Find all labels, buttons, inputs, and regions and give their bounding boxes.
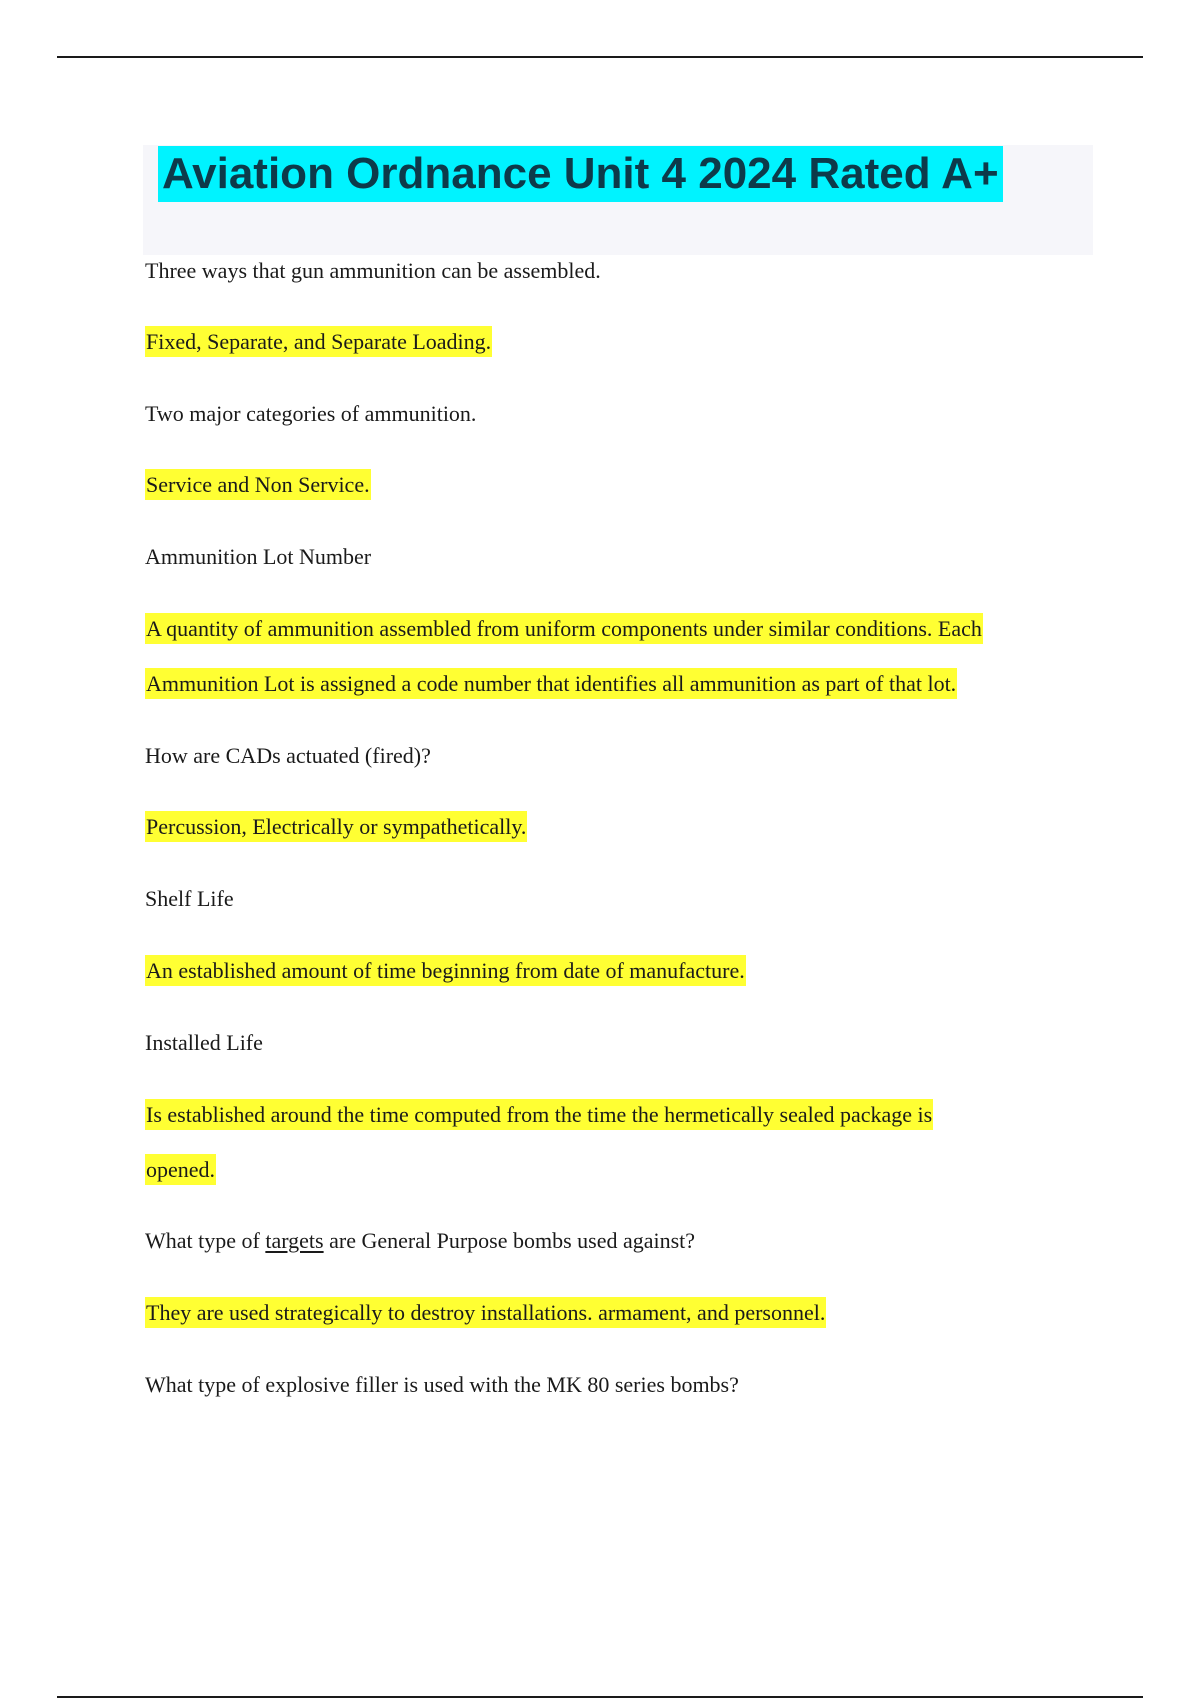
question-6 xyxy=(145,1025,1085,1061)
answer-1-line-1: Fixed, Separate, and Separate Loading. xyxy=(145,326,492,357)
answer-2 xyxy=(145,467,1085,503)
question-7 xyxy=(145,1223,1085,1259)
question-1-text: Three ways that gun ammunition can be assembled. xyxy=(145,258,601,283)
question-7-part-3: are General Purpose bombs used against? xyxy=(323,1228,696,1253)
answer-6-line-2-row xyxy=(145,1152,1085,1188)
answer-4 xyxy=(145,809,1085,845)
answer-5 xyxy=(145,953,1085,989)
question-7-part-1: What type of xyxy=(145,1228,266,1253)
question-3 xyxy=(145,539,1085,575)
question-6-text: Installed Life xyxy=(145,1030,263,1055)
answer-3-line-2-row xyxy=(145,666,1085,702)
question-2 xyxy=(145,396,1085,432)
question-4 xyxy=(145,738,1085,774)
answer-7-line-1: They are used strategically to destroy installations. armament, and personnel. xyxy=(145,1297,826,1328)
answer-7 xyxy=(145,1295,1085,1331)
answer-3-line-2: Ammunition Lot is assigned a code number that identifies all ammunition as part of that lot. xyxy=(145,668,957,699)
answer-6-line-1-row xyxy=(145,1097,1085,1133)
question-8 xyxy=(145,1367,1085,1403)
question-1 xyxy=(145,253,1085,289)
top-rule xyxy=(57,56,1143,58)
answer-3-line-1: A quantity of ammunition assembled from uniform components under similar conditions. Each xyxy=(145,613,983,644)
answer-1 xyxy=(145,324,1085,360)
question-3-text: Ammunition Lot Number xyxy=(145,544,372,569)
question-4-text: How are CADs actuated (fired)? xyxy=(145,743,431,768)
answer-5-line-1: An established amount of time beginning from date of manufacture. xyxy=(145,955,746,986)
answer-6-line-1: Is established around the time computed from the time the hermetically sealed package is xyxy=(145,1099,933,1130)
question-8-text: What type of explosive filler is used with the MK 80 series bombs? xyxy=(145,1372,739,1397)
answer-4-line-1: Percussion, Electrically or sympathetically. xyxy=(145,811,527,842)
answer-2-line-1: Service and Non Service. xyxy=(145,469,371,500)
answer-6-line-2: opened. xyxy=(145,1154,216,1185)
question-5-text: Shelf Life xyxy=(145,886,234,911)
question-5 xyxy=(145,881,1085,917)
document-title: Aviation Ordnance Unit 4 2024 Rated A+ xyxy=(158,146,1003,202)
bottom-rule xyxy=(57,1696,1143,1698)
answer-3-line-1-row xyxy=(145,611,1085,647)
question-2-text: Two major categories of ammunition. xyxy=(145,401,477,426)
question-7-underlined-word: targets xyxy=(265,1228,324,1253)
